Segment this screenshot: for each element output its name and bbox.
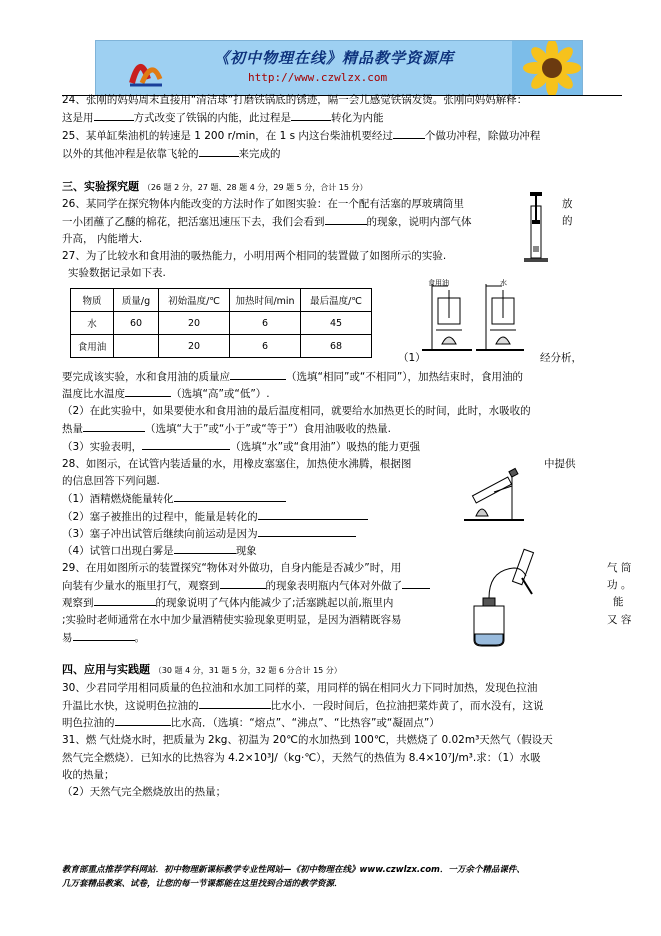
footer-line2: 几万套精品教案、试卷，让您的每一节课都能在这里找到合适的教学资源． (62, 879, 343, 889)
q29-line2: 向装有少量水的瓶里打气，观察到 的现象表明瓶内气体对外做了 功 。 (62, 579, 632, 592)
table-header-cell: 物质 (71, 289, 114, 312)
q25-blank2[interactable] (199, 145, 239, 157)
table-row (71, 335, 372, 358)
q30-blank1[interactable] (199, 697, 271, 709)
q27-blank2[interactable] (125, 385, 171, 397)
table-cell[interactable] (114, 335, 159, 358)
q29-line5: 易 。 (62, 629, 622, 647)
q28-line2: 的信息回答下列问题. (62, 475, 160, 487)
footer-line1: 教育部重点推荐学科网站．初中物理新课标教学专业性网站—《初中物理在线》www.czwlzx.com．一万余个精品课件、 (62, 865, 525, 875)
table-cell: 食用油 (71, 335, 114, 358)
q27-line5: （2）在此实验中，如果要使水和食用油的最后温度相同，就要给水加热更长的时间，此时，水吸收的 (62, 405, 531, 417)
q27-line6: 热量 （选填“大于”或“小于”或“等于”）食用油吸收的热量. (62, 420, 622, 438)
table-header-cell: 初始温度/℃ (159, 289, 230, 312)
q29-blank2[interactable] (402, 577, 430, 589)
table-header-cell: 最后温度/℃ (301, 289, 372, 312)
table-header-cell: 质量/g (114, 289, 159, 312)
section4-heading: 四、应用与实践题 （30 题 4 分，31 题 5 分，32 题 6 分合计 15 分） (62, 663, 342, 676)
table-header-cell: 加热时间/min (230, 289, 301, 312)
q26-line3: 升高， 内能增大. (62, 233, 143, 245)
table-cell: 60 (114, 312, 159, 335)
q27-sub1: （1） 经分析， (398, 352, 582, 364)
q27-line1: 27、为了比较水和食用油的吸热能力，小明用两个相同的装置做了如图所示的实验. (62, 250, 447, 262)
q29-blank1[interactable] (220, 577, 266, 589)
q30-line2: 升温比水快，这说明色拉油的 比水小．一段时间后，色拉油把菜炸黄了，而水没有，这说 (62, 697, 622, 715)
table-cell: 6 (230, 335, 301, 358)
fig-label-oil: 食用油 (428, 279, 449, 287)
header-banner (95, 40, 583, 96)
q28-s3: （3）塞子冲出试管后继续向前运动是因为 (62, 525, 622, 543)
q29-line4: ;实验时老师通常在水中加少量酒精使实验现象更明显，是因为酒精既容易 又 容 (62, 614, 632, 626)
banner-title: 《初中物理在线》精品教学资源库 (214, 49, 455, 67)
q26-blank1[interactable] (325, 213, 367, 225)
q28-s1: （1）酒精燃烧能量转化 (62, 490, 622, 508)
q24-blank1[interactable] (94, 109, 134, 121)
q24-line2: 这是用 方式改变了铁锅的内能，此过程是 转化为内能 (62, 109, 622, 127)
q27-blank3[interactable] (83, 420, 145, 432)
section3-heading: 三、实验探究题 （26 题 2 分，27 题、28 题 4 分，29 题 5 分，合计 15 分） (62, 180, 368, 193)
q31-line2: 然气完全燃烧）．已知水的比热容为 4.2×10³J/（kg·℃），天然气的热值为 8.4×10⁷J/m³.求：（1）水吸 (62, 752, 541, 764)
q31-line1: 31、燃 气灶烧水时，把质量为 2kg、初温为 20℃的水加热到 100℃，共燃烧了 0.02m³天然气（假设天 (62, 734, 553, 746)
table-cell: 20 (159, 312, 230, 335)
q28-s2: （2）塞子被推出的过程中，能量是转化的 (62, 508, 622, 526)
q27-blank4[interactable] (142, 438, 230, 450)
q28-s4: （4）试管口出现白雾是 现象 (62, 542, 622, 560)
q26-line1: 26、某同学在探究物体内能改变的方法时作了如图实验：在一个配有活塞的厚玻璃筒里 放 (62, 198, 573, 210)
fig-label-water: 水 (500, 279, 507, 287)
table-cell: 45 (301, 312, 372, 335)
table-header-row (71, 289, 372, 312)
q28-blank3[interactable] (258, 525, 356, 537)
q29-line3: 观察到 的现象说明了气体内能减少了;活塞跳起以前,瓶里内 能 (62, 596, 624, 609)
pump-bottle-figure (452, 548, 548, 648)
q24-line1: 24、张刚的妈妈周末直接用“清洁球”打磨铁锅底的锈迹，隔一会儿感觉铁锅发烫。张刚向妈妈解释： (62, 94, 528, 106)
q25-blank1[interactable] (393, 127, 425, 139)
q28-blank2[interactable] (258, 508, 368, 520)
table-cell: 20 (159, 335, 230, 358)
q30-blank2[interactable] (115, 714, 171, 726)
q29-blank4[interactable] (73, 629, 135, 641)
q28-blank4[interactable] (174, 542, 236, 554)
table-cell: 6 (230, 312, 301, 335)
table-cell: 水 (71, 312, 114, 335)
q27-data-table (70, 288, 372, 358)
q28-blank1[interactable] (174, 490, 286, 502)
q31-line4: （2）天然气完全燃烧放出的热量； (62, 786, 227, 798)
q31-line3: 收的热量； (62, 769, 115, 781)
q29-line1: 29、在用如图所示的装置探究“物体对外做功，自身内能是否减少”时，用 气 筒 (62, 562, 632, 574)
site-logo-icon (126, 49, 166, 89)
q26-line2: 一小团蘸了乙醚的棉花，把活塞迅速压下去，我们会看到 的现象，说明内部气体 的 (62, 215, 573, 228)
banner-url[interactable]: http://www.czwlzx.com (248, 71, 388, 84)
q27-line7: （3）实验表明， （选填“水”或“食用油”）吸热的能力更强 (62, 438, 622, 456)
q30-line3: 明色拉油的 比水高．（选填：“熔点”、“沸点”、“比热容”或“凝固点”） (62, 714, 622, 732)
q28-line1: 28、如图示，在试管内装适量的水，用橡皮塞塞住，加热使水沸腾，根据图 中提供 (62, 458, 576, 470)
q25-line2: 以外的其他冲程是依靠飞轮的 来完成的 (62, 145, 622, 163)
table-cell: 68 (301, 335, 372, 358)
q25-line1: 25、某单缸柴油机的转速是 1 200 r/min，在 1 s 内这台柴油机要经过 个做功冲程，除做功冲程 (62, 127, 622, 145)
q27-line2: 实验数据记录如下表. (68, 267, 166, 279)
test-tube-figure (454, 466, 532, 524)
q30-line1: 30、少君同学用相同质量的色拉油和水加工同样的菜，用同样的锅在相同火力下同时加热，发现色拉油 (62, 682, 538, 694)
q27-blank1[interactable] (230, 368, 286, 380)
sunflower-icon (512, 41, 582, 95)
q29-blank3[interactable] (94, 594, 156, 606)
table-row (71, 312, 372, 335)
q27-line3: 要完成该实验，水和食用油的质量应 （选填“相同”或“不相同”），加热结束时，食用油的 (62, 368, 622, 386)
q24-blank2[interactable] (291, 109, 331, 121)
q27-line4: 温度比水温度 （选填“高”或“低”）. (62, 385, 622, 403)
